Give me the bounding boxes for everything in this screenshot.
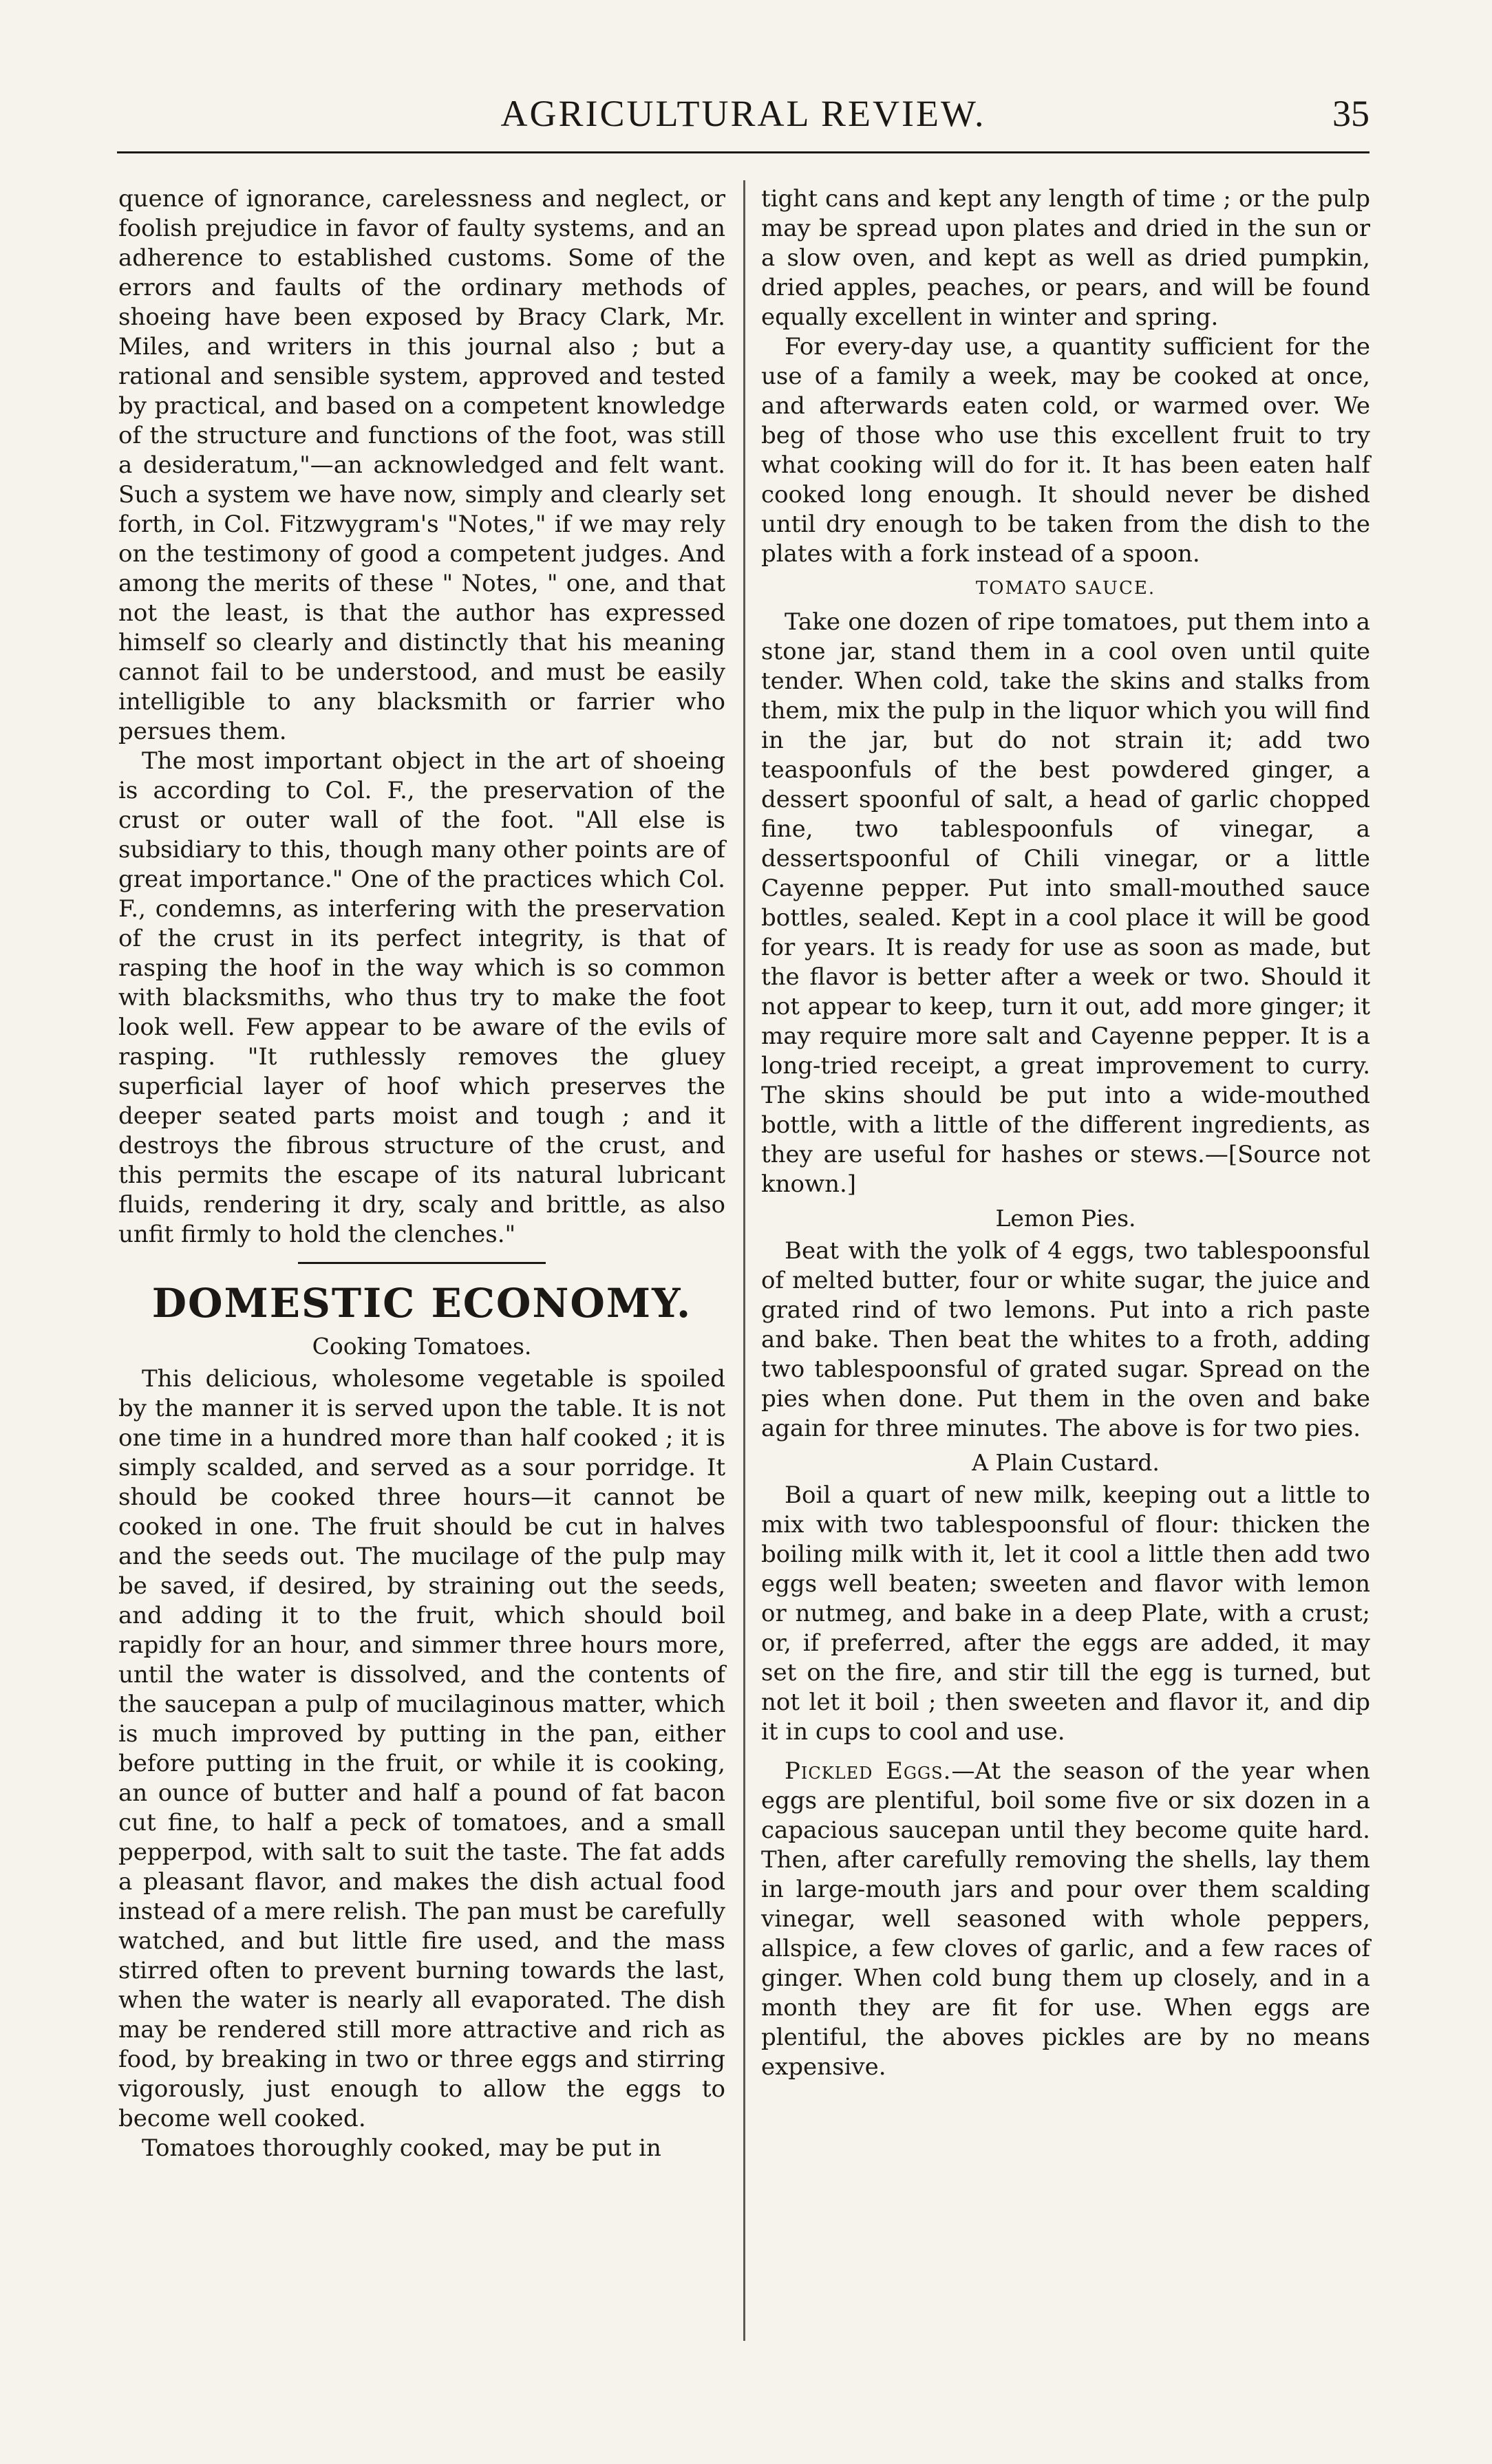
pickled-eggs-lead: Pickled Eggs. (785, 1757, 952, 1785)
paragraph-shoeing-crust: The most important object in the art of shoeing is according to Col. F., the preservation of the crust or outer wall of the foot. "All else is subsidiary to this, though many other points are of great importance." One of the practices which Col. F., condemns, as interfering with the preservation of the crust in its perfect integrity, is that of rasping the hoof in the way which is so common with blacksmiths, who thus try to make the foot look well. Few appear to be aware of the evils of rasping. "It ruthlessly removes the gluey superficial layer of hoof which preserves the deeper seated parts moist and tough ; and it destroys the fibrous structure of the crust, and this permits the escape of its natural lubricant fluids, rendering it dry, scaly and brittle, as also unfit firmly to hold the clenches." (118, 747, 725, 1248)
paragraph-tomatoes-continued: Tomatoes thoroughly cooked, may be put in (142, 2134, 661, 2162)
paragraph-cooking-tomatoes: This delicious, wholesome vegetable is spoiled by the manner it is served upon the table. It is not one time in a hundred more than half cooked ; it is simply scalded, and served as a sour porridge. It should be cooked three hours—it cannot be cooked in one. The fruit should be cut in halves and the seeds out. The mucilage of the pulp may be saved, if desired, by straining out the seeds, and adding it to the fruit, which should boil rapidly for an hour, and simmer three hours more, until the water is dissolved, and the contents of the saucepan a pulp of mucilaginous matter, which is much improved by putting in the pan, either before putting in the fruit, or while it is cooking, an ounce of butter and half a pound of fat bacon cut fine, to half a peck of tomatoes, and a small pepperpod, with salt to suit the taste. The fat adds a pleasant flavor, and makes the dish actual food instead of a mere relish. The pan must be carefully watched, and but little fire used, and the mass stirred often to prevent burning towards the last, when the water is nearly all evaporated. The dish may be rendered still more attractive and rich as food, by breaking in two or three eggs and stirring vigorously, just enough to allow the eggs to become well cooked. (118, 1365, 725, 2132)
heading-cooking-tomatoes: Cooking Tomatoes. (312, 1333, 532, 1360)
pickled-eggs-text: —At the season of the year when eggs are plentiful, boil some five or six dozen in a capacious saucepan until they become quite hard. Then, after carefully removing the shells, lay them in large-mouth jars and pour over them scalding vinegar, well seasoned with whole peppers, allspice, a few cloves of garlic, and a few races of ginger. When cold bung them up closely, and in a month they are fit for use. When eggs are plentiful, the aboves pickles are by no means expensive. (761, 1757, 1370, 2081)
header-rule (117, 151, 1370, 153)
heading-lemon-pies: Lemon Pies. (995, 1205, 1136, 1232)
section-divider (298, 1262, 546, 1264)
left-column (118, 184, 725, 2163)
paragraph-shoeing-continued: quence of ignorance, carelessness and neglect, or foolish prejudice in favor of faulty systems, and an adherence to established customs. Some of the errors and faults of the ordinary methods of shoeing have been exposed by Bracy Clark, Mr. Miles, and writers in this journal also ; but a rational and sensible system, approved and tested by practical, and based on a competent knowledge of the structure and functions of the foot, was still a desideratum,"—an acknowledged and felt want. Such a system we have now, simply and clearly set forth, in Col. Fitzwygram's "Notes," if we may rely on the testimony of good a competent judges. And among the merits of these " Notes, " one, and that not the least, is that the author has expressed himself so clearly and distinctly that his meaning cannot fail to be understood, and must be easily intelligible to any blacksmith or farrier who persues them. (118, 185, 725, 745)
paragraph-every-day-use: For every-day use, a quantity sufficient for the use of a family a week, may be cooked at once, and afterwards eaten cold, or warmed over. We beg of those who use this excellent fruit to try what cooking will do for it. It has been eaten half cooked long enough. It should never be dished until dry enough to be taken from the dish to the plates with a fork instead of a spoon. (761, 333, 1370, 568)
page-number: 35 (1332, 93, 1370, 134)
running-title: AGRICULTURAL REVIEW. (500, 93, 986, 134)
paragraph-tomato-sauce: Take one dozen of ripe tomatoes, put them into a stone jar, stand them in a cool oven until quite tender. When cold, take the skins and stalks from them, mix the pulp in the liquor which you will find in the jar, but do not strain it; add two teaspoonfuls of the best powdered ginger, a dessert spoonful of salt, a head of garlic chopped fine, two tablespoonfuls of vinegar, a dessertspoonful of Chili vinegar, or a little Cayenne pepper. Put into small-mouthed sauce bottles, sealed. Kept in a cool place it will be good for years. It is ready for use as soon as made, but the flavor is better after a week or two. Should it not appear to keep, turn it out, add more ginger; it may require more salt and Cayenne pepper. It is a long-tried receipt, a great improvement to curry. The skins should be put into a wide-mouthed bottle, with a little of the different ingredients, as they are useful for hashes or stews.—[Source not known.] (761, 608, 1370, 1198)
paragraph-plain-custard: Boil a quart of new milk, keeping out a little to mix with two tablespoonsful of flour: thicken the boiling milk with it, let it cool a little then add two eggs well beaten; sweeten and flavor with lemon or nutmeg, and bake in a deep Plate, with a crust; or, if preferred, after the eggs are added, it may set on the fire, and stir till the egg is turned, but not let it boil ; then sweeten and flavor it, and dip it in cups to cool and use. (761, 1481, 1370, 1746)
paragraph-lemon-pies: Beat with the yolk of 4 eggs, two tablespoonsful of melted butter, four or white sugar, the juice and grated rind of two lemons. Put into a rich paste and bake. Then beat the whites to a froth, adding two tablespoonsful of grated sugar. Spread on the pies when done. Put them in the oven and bake again for three minutes. The above is for two pies. (761, 1237, 1370, 1442)
paragraph-pickled-eggs (761, 1757, 1370, 2082)
heading-plain-custard: A Plain Custard. (972, 1449, 1160, 1476)
page-header (117, 88, 1370, 146)
column-divider (743, 180, 745, 2341)
right-column (761, 184, 1370, 2082)
paragraph-tomatoes-storage: tight cans and kept any length of time ; or the pulp may be spread upon plates and dried in the sun or a slow oven, and kept as well as dried pumpkin, dried apples, peaches, or pears, and will be found equally excellent in winter and spring. (761, 185, 1370, 331)
heading-tomato-sauce: TOMATO SAUCE. (975, 578, 1156, 599)
section-heading-domestic-economy: DOMESTIC ECONOMY. (151, 1280, 692, 1327)
